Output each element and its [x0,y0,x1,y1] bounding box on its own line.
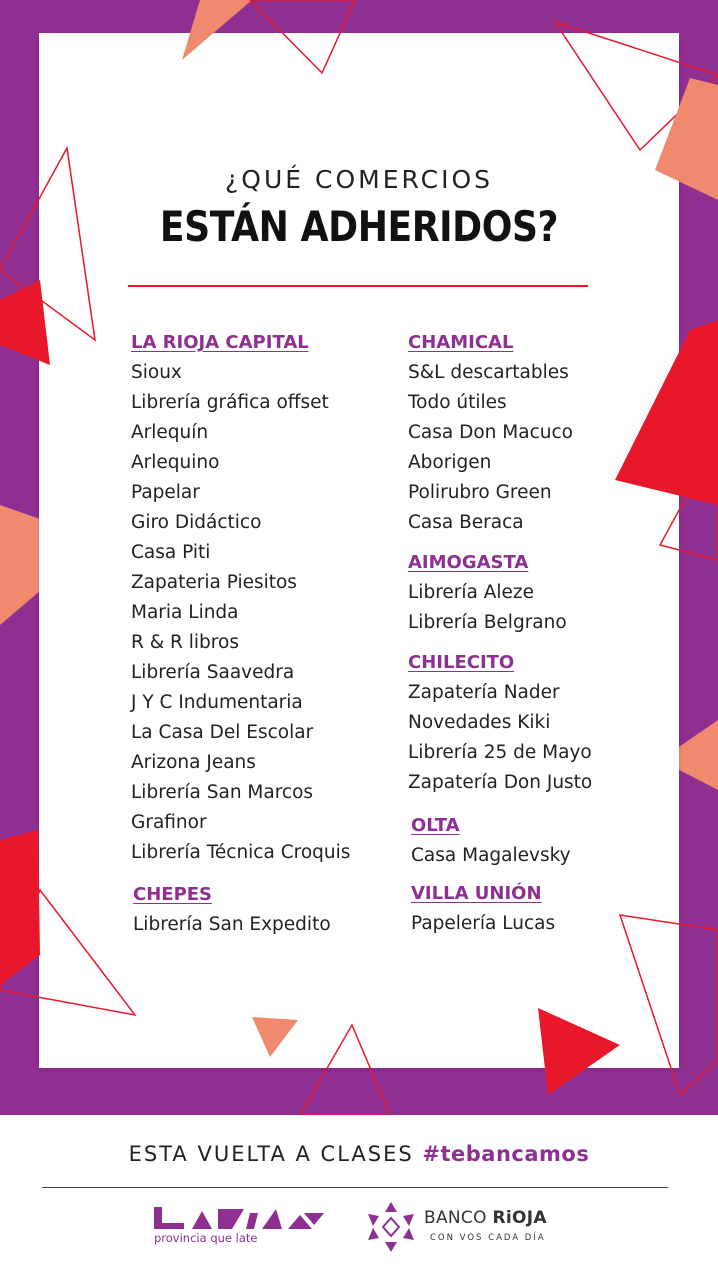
list-item: Aborigen [408,452,492,473]
la-rioja-logo-caption: provincia que late [154,1231,258,1245]
list-item: Librería gráfica offset [131,392,329,413]
list-item: Novedades Kiki [408,712,551,733]
list-item: Zapateria Piesitos [131,572,297,593]
list-item: Librería Técnica Croquis [131,842,351,863]
list-item: La Casa Del Escolar [131,722,314,743]
list-item: Arlequino [131,452,220,473]
list-item: Librería Aleze [408,582,535,603]
list-item: Casa Don Macuco [408,422,573,443]
list-item: Librería San Expedito [133,914,331,935]
section-heading-villa-union: VILLA UNIÓN [411,883,542,904]
list-item: Giro Didáctico [131,512,262,533]
list-item: Librería Belgrano [408,612,567,633]
list-item: Librería San Marcos [131,782,314,803]
section-heading-olta: OLTA [411,815,460,836]
section-heading-chamical: CHAMICAL [408,332,514,353]
list-item: Zapatería Nader [408,682,560,703]
la-rioja-logo [154,1205,326,1245]
list-item: R & R libros [131,632,239,653]
bank-slogan: CON VOS CADA DÍA [430,1233,546,1243]
list-item: Casa Piti [131,542,211,563]
list-item: Arlequín [131,422,209,443]
title-divider [128,285,588,287]
footer-slogan [0,1142,718,1166]
footer-slogan-text: ESTA VUELTA A CLASES [128,1142,414,1166]
list-item: Librería 25 de Mayo [408,742,592,763]
list-item: Papelar [131,482,200,503]
list-item: Todo útiles [408,392,507,413]
list-item: Maria Linda [131,602,239,623]
footer-hashtag: #tebancamos [422,1142,590,1166]
banco-rioja-logo [364,1200,547,1258]
list-item: Zapatería Don Justo [408,772,593,793]
title-line-2: ESTÁN ADHERIDOS? [159,202,559,251]
section-heading-chilecito: CHILECITO [408,652,515,673]
list-item: Arizona Jeans [131,752,256,773]
list-item: Casa Magalevsky [411,845,571,866]
list-item: Sioux [131,362,182,383]
list-item: Papelería Lucas [411,913,556,934]
list-item: S&L descartables [408,362,569,383]
section-heading-aimogasta: AIMOGASTA [408,552,529,573]
banco-rioja-snowflake-icon [364,1200,418,1254]
section-heading-la-rioja-capital: LA RIOJA CAPITAL [131,332,309,353]
list-item: Polirubro Green [408,482,552,503]
bank-name [424,1208,547,1228]
list-item: Grafinor [131,812,207,833]
title-line-1: ¿QUÉ COMERCIOS [225,165,493,194]
list-item: J Y C Indumentaria [131,692,303,713]
bank-name-light: BANCO [424,1208,487,1228]
la-rioja-logo-icon [154,1205,326,1231]
bank-name-bold: RiOJA [492,1208,547,1228]
section-heading-chepes: CHEPES [133,884,213,905]
list-item: Librería Saavedra [131,662,295,683]
list-item: Casa Beraca [408,512,524,533]
footer-divider [42,1187,668,1188]
